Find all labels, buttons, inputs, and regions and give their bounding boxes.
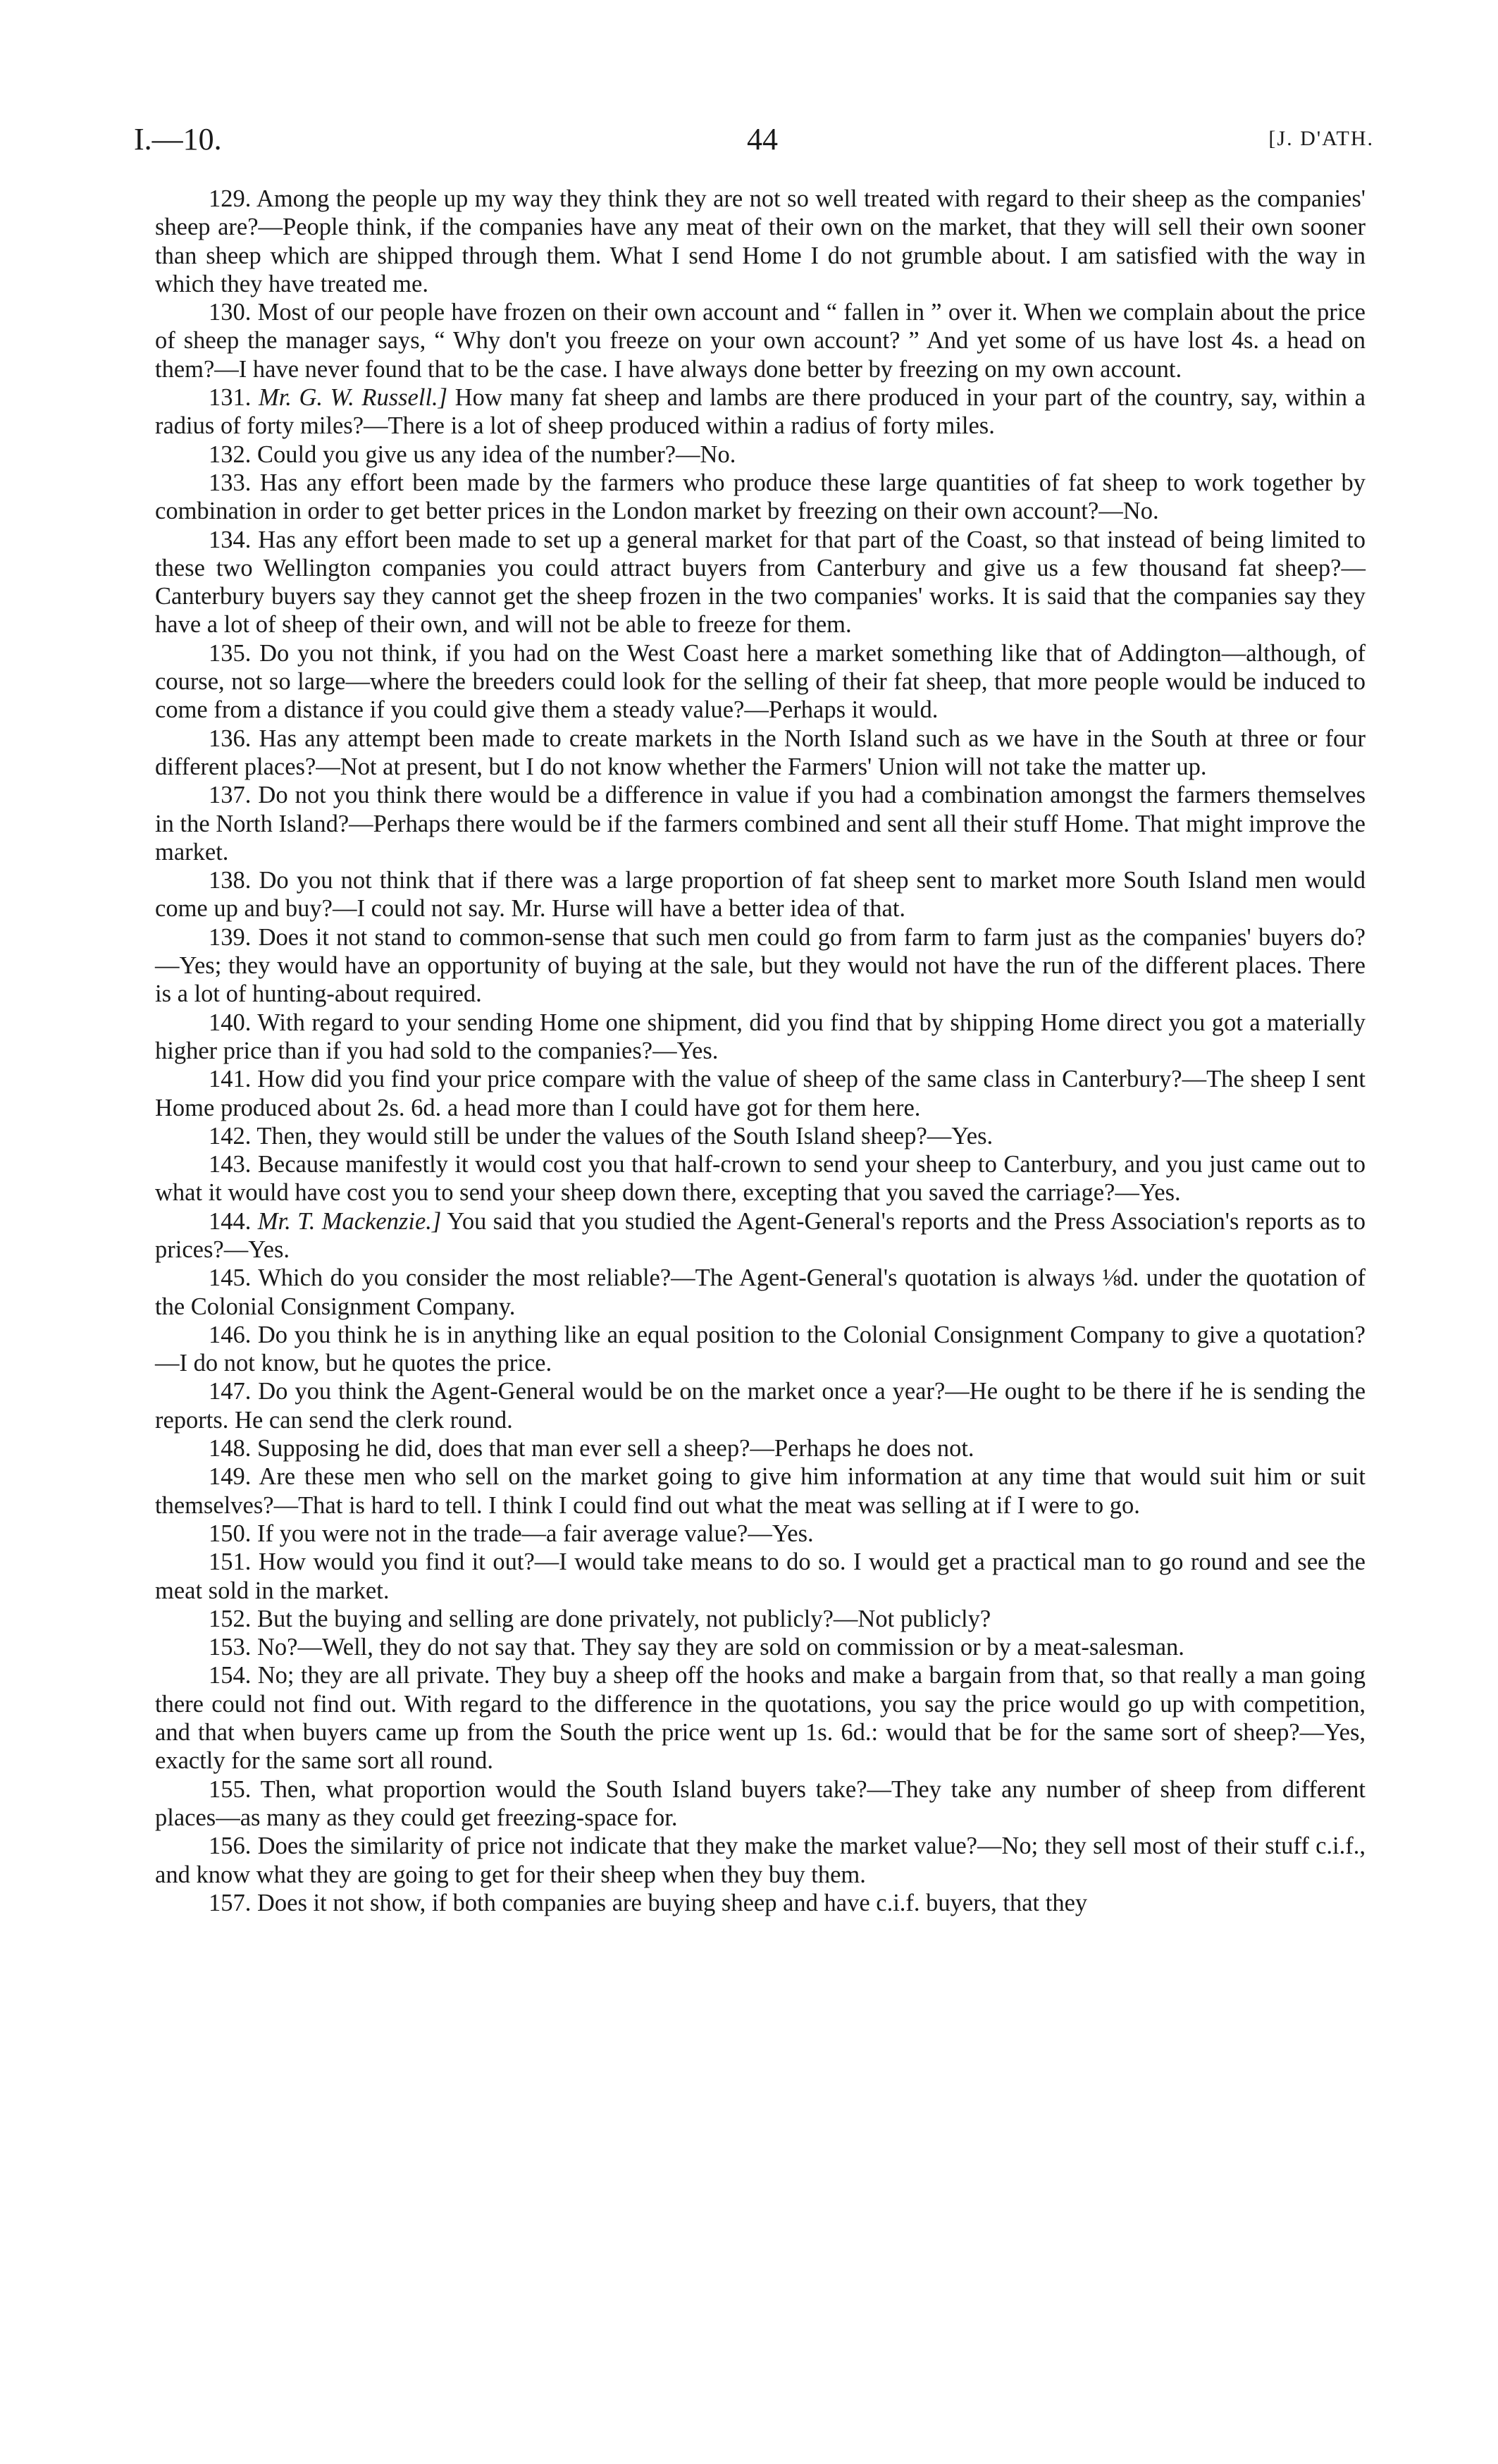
question-number: 155. [209,1775,252,1803]
question-text: Could you give us any idea of the number?—No. [257,441,736,468]
question-paragraph [155,441,1366,469]
question-number: 157. [209,1889,252,1916]
question-number: 144. [209,1207,252,1235]
question-number: 145. [209,1264,252,1292]
question-number: 134. [209,526,252,553]
question-number: 156. [209,1832,252,1860]
question-paragraph [155,923,1366,1009]
question-number: 136. [209,725,252,752]
question-paragraph [155,1122,1366,1150]
question-text: Most of our people have frozen on their own account and “ fallen in ” over it. When we complain about the price of sheep the manager says, “ Why don't you freeze on your own account? ” And yet some of us have lost 4s. a head on them?—I have never found that to be the case. I have always done better by freezing on my own account. [155,299,1366,383]
question-text: Do you not think that if there was a large proportion of fat sheep sent to market more South Island men would come up and buy?—I could not say. Mr. Hurse will have a better idea of that. [155,867,1366,923]
question-number: 148. [209,1435,252,1462]
question-text: With regard to your sending Home one shipment, did you find that by shipping Home direct you got a materially higher price than if you had sold to the companies?—Yes. [155,1009,1366,1064]
question-text: Do not you think there would be a difference in value if you had a combination amongst the farmers themselves in the North Island?—Perhaps there would be if the farmers combined and sent all their stuff Home. That might improve the market. [155,782,1366,866]
question-paragraph [155,1775,1366,1832]
question-paragraph [155,298,1366,383]
question-paragraph [155,1633,1366,1661]
question-number: 139. [209,923,252,951]
question-number: 138. [209,867,252,894]
question-number: 154. [209,1662,252,1689]
question-number: 135. [209,639,252,667]
question-text: Because manifestly it would cost you that half-crown to send your sheep to Canterbury, and you just came out to what it would have cost you to send your sheep down there, excepting that you saved the carriage?—Yes. [155,1151,1366,1207]
question-text: Has any effort been made by the farmers who produce these large quantities of fat sheep to work together by combination in order to get better prices in the London market by freezing on their own account?—No. [155,469,1366,525]
question-text: Do you think he is in anything like an equal position to the Colonial Consignment Company to give a quotation?—I do not know, but he quotes the price. [155,1321,1366,1377]
question-text: Does it not stand to common-sense that such men could go from farm to farm just as the companies' buyers do?—Yes; they would have an opportunity of buying at the sale, but they would not have the run of the different places. There is a lot of hunting-about required. [155,923,1366,1008]
question-number: 153. [209,1634,252,1661]
question-paragraph [155,1009,1366,1066]
question-text: Among the people up my way they think they are not so well treated with regard to their sheep as the companies' sheep are?—People think, if the companies have any meat of their own on the market, that they will sell their own sooner than sheep which are shipped through them. What I send Home I do not grumble about. I am satisfied with the way in which they have treated me. [155,185,1366,297]
question-number: 133. [209,469,252,496]
question-text: How did you find your price compare with the value of sheep of the same class in Canterbury?—The sheep I sent Home produced about 2s. 6d. a head more than I could have got for them here. [155,1066,1366,1121]
question-number: 150. [209,1520,252,1547]
question-text: But the buying and selling are done privately, not publicly?—Not publicly? [257,1605,991,1632]
question-number: 152. [209,1605,252,1632]
question-text: Then, they would still be under the values of the South Island sheep?—Yes. [256,1122,993,1150]
question-paragraph [155,1065,1366,1122]
evidence-text [155,185,1366,1917]
question-paragraph [155,1150,1366,1207]
question-paragraph [155,1661,1366,1775]
question-text: Does it not show, if both companies are buying sheep and have c.i.f. buyers, that they [257,1889,1088,1916]
question-number: 132. [209,441,252,468]
witness-name: [J. D'ATH. [1268,127,1374,150]
question-paragraph [155,185,1366,298]
question-text: Supposing he did, does that man ever sell a sheep?—Perhaps he does not. [257,1435,974,1462]
question-text: No; they are all private. They buy a sheep off the hooks and make a bargain from that, so that really a man going there could not find out. With regard to the difference in the quotations, you say the price would go up with competition, and that when buyers came up from the South the price went up 1s. 6d.: would that be for the same sort of sheep?—Yes, exactly for the same sort all round. [155,1662,1366,1775]
speaker-name: Mr. T. Mackenzie.] [257,1207,442,1235]
question-text: Has any attempt been made to create markets in the North Island such as we have in the South at three or four different places?—Not at present, but I do not know whether the Farmers' Union will not take the matter up. [155,725,1366,780]
question-paragraph [155,1264,1366,1321]
question-number: 147. [209,1378,252,1405]
question-paragraph [155,1605,1366,1633]
question-number: 130. [209,299,252,326]
question-number: 141. [209,1066,252,1093]
question-number: 140. [209,1009,252,1036]
question-paragraph [155,1889,1366,1917]
question-text: If you were not in the trade—a fair average value?—Yes. [257,1520,814,1547]
question-number: 146. [209,1321,252,1348]
question-number: 129. [209,185,252,212]
question-paragraph [155,1832,1366,1889]
question-number: 149. [209,1463,252,1491]
question-text: How would you find it out?—I would take means to do so. I would get a practical man to go round and see the meat sold in the market. [155,1548,1366,1604]
question-paragraph [155,1207,1366,1264]
question-text: Do you think the Agent-General would be on the market once a year?—He ought to be there if he is sending the reports. He can send the clerk round. [155,1378,1366,1434]
question-paragraph [155,866,1366,923]
question-text: No?—Well, they do not say that. They say they are sold on commission or by a meat-salesman. [257,1634,1184,1661]
question-paragraph [155,1462,1366,1520]
speaker-name: Mr. G. W. Russell.] [258,384,448,412]
question-text: Then, what proportion would the South Island buyers take?—They take any number of sheep from different places—as many as they could get freezing-space for. [155,1775,1366,1831]
question-paragraph [155,1434,1366,1462]
question-text: You said that you studied the Agent-General's reports and the Press Association's reports as to prices?—Yes. [155,1207,1366,1263]
question-text: Do you not think, if you had on the West Coast here a market something like that of Addington—although, of course, not so large—where the breeders could look for the selling of their fat sheep, that more people would be induced to come from a distance if you could give them a steady value?—Perhaps it would. [155,639,1366,724]
question-text: Does the similarity of price not indicate that they make the market value?—No; they sell most of their stuff c.i.f., and know what they are going to get for their sheep when they buy them. [155,1832,1366,1888]
question-paragraph [155,1377,1366,1434]
question-paragraph [155,1520,1366,1548]
question-text: Are these men who sell on the market going to give him information at any time that would suit him or suit themselves?—That is hard to tell. I think I could find out what the meat was selling at if I were to go. [155,1463,1366,1519]
question-paragraph [155,469,1366,526]
question-text: How many fat sheep and lambs are there produced in your part of the country, say, within a radius of forty miles?—There is a lot of sheep produced within a radius of forty miles. [155,384,1366,440]
question-paragraph [155,725,1366,782]
page-number: 44 [747,122,778,156]
question-text: Has any effort been made to set up a general market for that part of the Coast, so that instead of being limited to these two Wellington companies you could attract buyers from Canterbury and give us a few thousand fat sheep?—Canterbury buyers say they cannot get the sheep frozen in the two companies' works. It is said that the companies say they have a lot of sheep of their own, and will not be able to freeze for them. [155,526,1366,639]
question-number: 131. [209,384,252,412]
question-number: 151. [209,1548,252,1576]
question-number: 137. [209,782,252,809]
question-paragraph [155,781,1366,866]
question-paragraph [155,639,1366,725]
page-header [134,121,1374,164]
question-paragraph [155,1548,1366,1605]
report-number: I.—10. [134,122,222,156]
question-number: 143. [209,1151,252,1178]
question-number: 142. [209,1122,252,1150]
question-paragraph [155,526,1366,639]
question-paragraph [155,1321,1366,1378]
question-paragraph [155,383,1366,441]
question-text: Which do you consider the most reliable?—The Agent-General's quotation is always ⅛d. under the quotation of the Colonial Consignment Company. [155,1264,1366,1320]
